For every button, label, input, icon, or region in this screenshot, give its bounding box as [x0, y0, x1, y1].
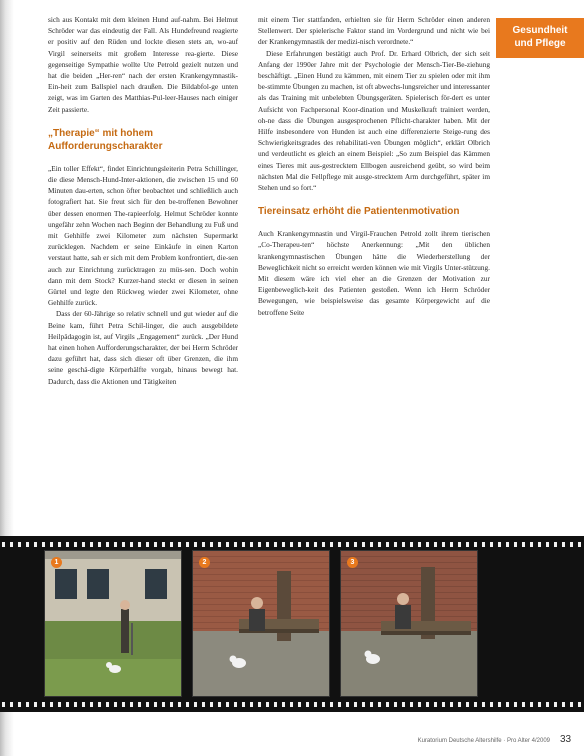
page-number: 33	[560, 734, 572, 745]
left-subheading: „Therapie“ mit hohem Aufforderungscharakter	[48, 127, 163, 152]
right-subheading: Tiereinsatz erhöht die Patientenmotivation	[258, 206, 460, 218]
photo-1	[44, 550, 182, 697]
section-tab	[496, 18, 584, 58]
right-paragraph-2: Diese Erfahrungen bestätigt auch Prof. Dr. Erhard Olbrich, der sich seit Anfang der 1990er Jahre mit der Psychologie der Mensch-Tier-Be-ziehung beschäftigt. „Einen Hund zu kämmen, mit einem Tier zu spielen oder mit ihm be-stimmte Übungen zu machen, ist oft abwechs-lungsreicher und interessanter als das Training mit unbelebten Übungsgeräten. Spielerisch för-dert es unter Aufsicht von Fachpersonal Koor-dination und Muskelkraft trainiert werden, oh-ne dass die Übungen ausgesprochenen Pflicht-charakter haben. Mit der Hilfe insbesondere von Hunden ist auch eine differenzierte Steige-rung des Schwierigkeitsgrades des rehabilitati-ven Übungen möglich“, erklärt Olbrich und verdeutlicht es gleich an einem Beispiel: „So zum Beispiel das Kämmen eines Tieres mit aus-gestrecktem Ellbogen ausreichend geübt, so wird beim nächsten Mal die Fellpflege mit ausge-strecktem Arm durchgeführt, später im Stehen und so fort.“	[258, 48, 491, 193]
left-text-column	[48, 14, 238, 387]
photo-3-image	[341, 551, 477, 696]
photo-2-badge: 2	[199, 557, 210, 568]
photo-1-image	[45, 551, 181, 696]
photo-2	[192, 550, 330, 697]
section-tab-line1: Gesundheit	[512, 25, 568, 36]
filmstrip-sprockets-bottom	[0, 699, 584, 711]
photo-1-badge: 1	[51, 557, 62, 568]
left-paragraph-3: Dass der 60-Jährige so relativ schnell und gut wieder auf die Beine kam, führt Petra Schil-linger, die auch ausgebildete Heilpädagogin ist, auf Virgils „Engagement“ zurück. „Der Hund hat einen hohen Aufforderungscharakter, der bei Herrn Schröder dazu geführt hat, dass sich dieser oft über Grenzen, die ihm seine geschä-digte Körperhälfte vorgab, hinaus bewegt hat. Dadurch, dass die Aktionen und Tätigkeiten	[48, 309, 238, 386]
right-text-column	[258, 14, 490, 318]
photo-2-image	[193, 551, 329, 696]
left-paragraph-1: sich aus Kontakt mit dem kleinen Hund auf-nahm. Bei Helmut Schröder war das eindeutig der Fall. Als Hundefreund reagierte er positiv auf den Rüden und lockte diesen stets an, wo-auf Virgil seinerseits mit großem Interesse rea-gierte. Diese gegenseitige Sympathie wollte Ute Petrold gezielt nutzen und hat die beiden „Her-ren“ nach der ersten Krankengymnastik-Ein-heit zum Ballspiel nach draußen. Die Bildabfol-ge unten zeigt, was im Garten des Matthias-Pul-leer-Hauses nach einiger Zeit passierte.	[48, 15, 238, 114]
right-paragraph-3: Auch Krankengymnastin und Virgil-Frauchen Petrold zollt ihrem tierischen „Co-Therapeu-ten“ höchste Anerkennung: „Mit den üblichen krankengymnastischen Übungen hätte die Wiederherstellung der Beweglichkeit nicht so erreicht werden können wie mit Virgils Unter-stützung. Mit diesem wäre ich viel eher an die Grenzen der Motivation zur Eigenbeweglich-keit des Patienten gestoßen. Wenn ich Herrn Schröder Bewegungen, wie beispielsweise das gesamte Körpergewicht auf die betroffene Seite	[258, 229, 490, 317]
left-paragraph-2: „Ein toller Effekt“, findet Einrichtungsleiterin Petra Schillinger, die diese Mensch-Hund-Inter-aktionen, die zwischen 15 und 60 Minuten dau-erten, schon öfter beobachtet und schließlich auch fotografiert hat. Sie freut sich für den be-troffenen Bewohner über dessen enormen The-rapieerfolg. Helmut Schröder konnte ungefähr zehn Wochen nach Beginn der Behandlung zu Fuß und mit Gehhilfe zwei Kilometer zum nächsten Supermarkt zurücklegen. Nachdem er seine Einkäufe in einen Karton verstaut hatte, sah er sich mit dem Problem konfrontiert, die-sen auch zur Einrichtung zurücktragen zu müs-sen. Doch wohin dann mit dem Stock? Kurzer-hand steckt er diesen in seinen Gürtel und legte den Rückweg wieder zwei Kilometer, ohne Gehhilfe zurück.	[48, 163, 238, 308]
right-paragraph-1: mit einem Tier stattfanden, erhielten sie für Herrn Schröder einen anderen Stellenwert. Der spielerische Faktor stand im Vordergrund und nicht wie bei der Krankengymnastik der medizi-nisch verordnete.“	[258, 15, 490, 47]
section-tab-line2: und Pflege	[514, 38, 566, 49]
footer-source: Kuratorium Deutsche Altershilfe · Pro Alter 4/2009	[417, 738, 550, 744]
photo-filmstrip	[0, 536, 584, 712]
photo-3-badge: 3	[347, 557, 358, 568]
photo-3	[340, 550, 478, 697]
